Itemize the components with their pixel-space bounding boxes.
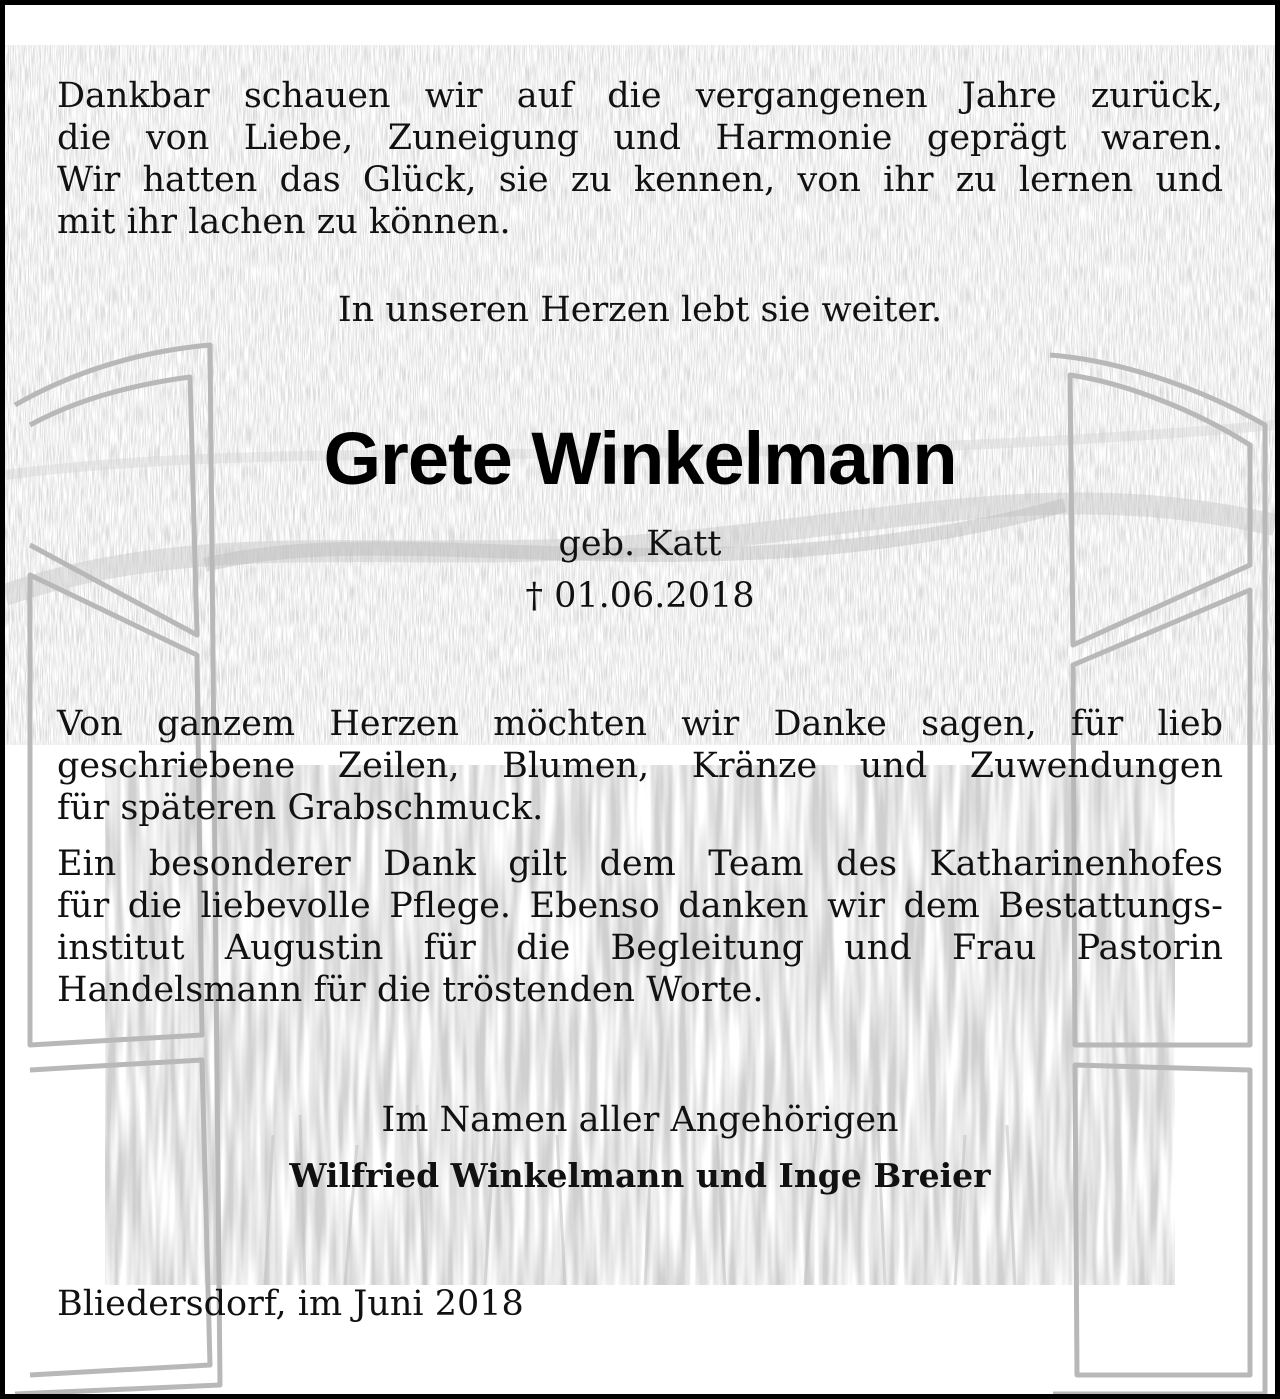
intro-line: Dankbar schauen wir auf die vergangenen Jahre zurück, [57, 76, 1223, 116]
deceased-name: Grete Winkelmann [323, 417, 957, 500]
intro-line: Wir hatten das Glück, sie zu kennen, von ihr zu lernen und [57, 160, 1223, 200]
intro-line: die von Liebe, Zuneigung und Harmonie geprägt waren. [57, 118, 1223, 158]
thanks-line: geschriebene Zeilen, Blumen, Kränze und Zuwendungen [57, 746, 1223, 786]
intro-line: mit ihr lachen zu können. [57, 202, 511, 242]
thanks-paragraph-2 [57, 843, 1223, 1011]
thanks-line: Handelsmann für die tröstenden Worte. [57, 970, 764, 1010]
place-date: Bliedersdorf, im Juni 2018 [57, 1284, 524, 1324]
thanks-line: Ein besonderer Dank gilt dem Team des Katharinenhofes [57, 844, 1223, 884]
thanks-line: für die liebevolle Pflege. Ebenso danken wir dem Bestattungs- [57, 886, 1223, 926]
intro-paragraph [57, 75, 1223, 243]
death-date: † 01.06.2018 [525, 576, 755, 616]
birth-name: geb. Katt [558, 524, 722, 564]
thanks-paragraph-1 [57, 703, 1223, 829]
motto-line: In unseren Herzen lebt sie weiter. [337, 290, 943, 330]
thanks-line: für späteren Grabschmuck. [57, 788, 544, 828]
thanks-line: Von ganzem Herzen möchten wir Danke sagen, für lieb [57, 704, 1223, 744]
signature-names: Wilfried Winkelmann und Inge Breier [289, 1156, 991, 1195]
signature-intro: Im Namen aller Angehörigen [381, 1100, 899, 1140]
thanks-line: institut Augustin für die Begleitung und Frau Pastorin [57, 928, 1223, 968]
